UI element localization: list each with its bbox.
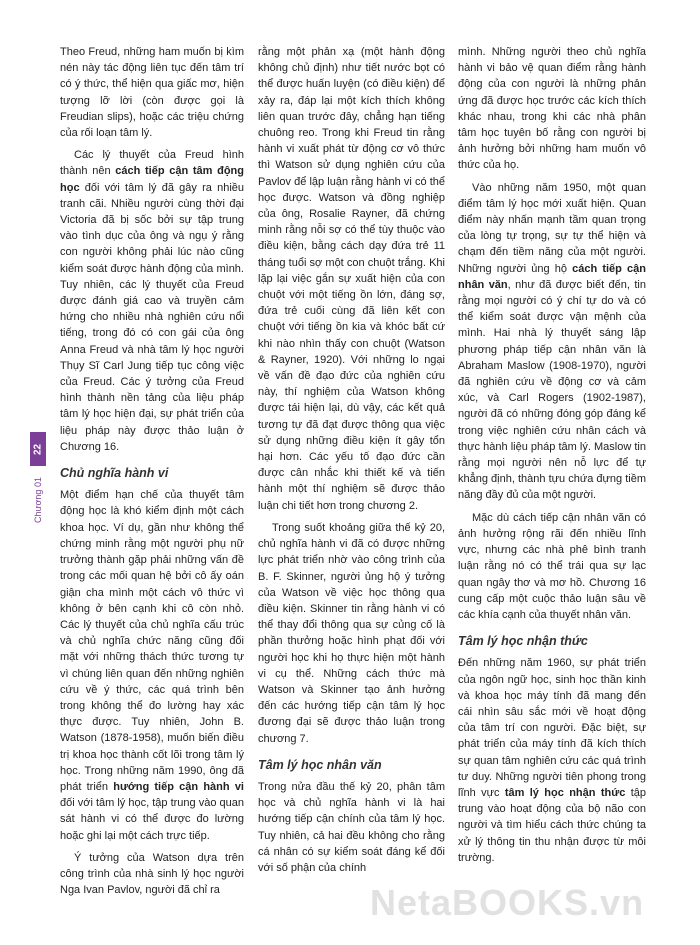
paragraph: Theo Freud, những ham muốn bị kìm nén này tác động liên tục đến tâm trí có ý thức, thể hiện qua giấc mơ, hiện tượng lỡ lời (còn được gọi là Freudian slips), hoặc các triệu chứng của rối loạn tâm lý.: [60, 46, 244, 140]
paragraph: [458, 180, 646, 504]
paragraph: Mặc dù cách tiếp cận nhân văn có ảnh hưởng rộng rãi đến nhiều lĩnh vực, nhưng các nhà phê bình tranh luận rằng nó có thể trái qua sự lạc quan ngây thơ và mơ hồ. Chương 16 cung cấp một cuộc thảo luận sâu về các khía cạnh của thuyết nhân văn.: [458, 511, 646, 621]
text-run: đối với tâm lý đã gây ra nhiều tranh cãi. Nhiều người cùng thời đại Victoria đã bị sốc bởi sự tập trung vào tình dục của ông và ngụ ý rằng con người không phải lúc nào cũng kiểm soát được hành động của mình. Tuy nhiên, các lý thuyết của Freud được đánh giá cao và truyền cảm hứng cho nhiều nhà nghiên cứu nổi tiếng, trong đó có con gái của ông Anna Freud và nhà tâm lý học người Thụy Sĩ Carl Jung tiếp tục công việc của Freud. Các ý tưởng của Freud hình thành nền tảng của liệu pháp tâm lý học hiện đại, sự phát triển của liệu pháp này được thảo luận ở Chương 16.: [60, 181, 244, 453]
column-2: [258, 44, 445, 882]
text-run: Các lý thuyết của Freud hình thành nên: [60, 149, 244, 178]
text-run: Một điểm hạn chế của thuyết tâm động học là khó kiểm định một cách khoa học. Ví dụ, gần như không thể chứng minh rằng một người phụ nữ trưởng thành gặp phải những vấn đề trong các mối quan hệ bởi cô ấy oán giận cha mình một cách vô thức vì không ở bên cạnh khi cô còn nhỏ. Các lý thuyết của chủ nghĩa cấu trúc và chủ nghĩa chức năng cũng đối mặt với những thách thức tương tự vì chúng liên quan đến những nghiên cứu về ý thức, các quá trình bên trong không thể đo lường hay xác thực được. Tuy nhiên, John B. Watson (1878-1958), muốn biến điều trị khoa học thành cốt lõi trong tâm lý học. Trong những năm 1990, ông đã phát triển: [60, 489, 244, 793]
paragraph: [60, 147, 244, 455]
text-run: tập trung vào hoạt động của bộ não con người và tìm hiểu cách thức chúng ta xử lý thông tin thu nhận được từ môi trường.: [458, 786, 646, 864]
section-heading: Tâm lý học nhân văn: [258, 757, 382, 772]
key-term: cách tiếp cận nhân văn: [458, 262, 646, 291]
paragraph: [458, 655, 646, 866]
key-term: cách tiếp cận tâm động học: [60, 165, 244, 194]
key-term: hướng tiếp cận hành vi: [113, 780, 244, 793]
key-term: tâm lý học nhận thức: [504, 786, 626, 799]
text-run: đối với tâm lý học, tập trung vào quan sát hành vi có thể được đo lường hoặc ghi lại một cách trực tiếp.: [60, 797, 244, 842]
paragraph: Trong suốt khoảng giữa thế kỷ 20, chủ nghĩa hành vi đã có được những lực phát triển nhờ vào công trình của B. F. Skinner, người ủng hộ ý tưởng của Watson về việc học thông qua điều kiện. Skinner tin rằng hành vi có thể thay đổi thông qua sự củng cố là phần thưởng hoặc hình phạt đối với người học khi họ thực hiện một hành vi cụ thể. Những cách thức mà Watson và Skinner tạo ảnh hưởng đến các hướng tiếp cận tâm lý học đương đại sẽ được thảo luận trong chương 7.: [258, 521, 445, 745]
section-heading: Tâm lý học nhận thức: [458, 634, 588, 649]
paragraph: [60, 487, 244, 843]
paragraph: Ý tưởng của Watson dựa trên công trình của nhà sinh lý học người Nga Ivan Pavlov, người đã chỉ ra: [60, 851, 244, 897]
paragraph: rằng một phản xạ (một hành động không chủ định) như tiết nước bọt có thể được huấn luyện (có điều kiện) để xảy ra, đáp lại một kích thích không liên quan trước đây, chẳng hạn tiếng chuông reo. Trong khi Freud tin rằng hành vi xuất phát từ động cơ vô thức thì Watson sử dụng nghiên cứu của Pavlov để lập luận rằng hành vi có thể học được. Watson và đồng nghiệp của ông, Rosalie Rayner, đã chứng minh rằng nỗi sợ có thể tùy thuộc vào điều kiện, bằng cách dạy đứa trẻ 11 tháng tuổi sợ một con chuột trắng. Khi lặp lại việc gắn sự xuất hiện của con chuột với một tiếng ồn lớn, đáng sợ, đứa trẻ cuối cùng đã liên kết con chuột với tiếng ồn kia và khóc bất cứ khi nào nhìn thấy con chuột (Watson & Rayner, 1920). Với những lo ngại về vấn đề đạo đức của nghiên cứu này, thí nghiệm của Watson không được tái hiện lại, dù vậy, các kết quả tương tự đã đạt được thông qua việc sử dụng những điều kiện ít gây tổn hại hơn. Các yếu tố đạo đức cần được cân nhắc khi thiết kế và tiến hành một thí nghiệm sẽ được thảo luận chi tiết hơn trong chương 2.: [258, 46, 445, 512]
text-run: Đến những năm 1960, sự phát triển của ngôn ngữ học, sinh học thần kinh và khoa học máy tính đã mang đến cái nhìn sâu sắc mới về hoạt động của tâm trí con người. Đặc biệt, sự phát triển của máy tính đã kích thích sự quan tâm nghiên cứu các quá trình tư duy. Những người tiên phong trong lĩnh vực: [458, 657, 646, 799]
page-number: 22: [32, 443, 44, 455]
text-run: Vào những năm 1950, một quan điểm tâm lý học mới xuất hiện. Quan điểm này nhấn mạnh tầm quan trọng của lòng tự trọng, sự tự thể hiện và chạm đến tiềm năng của một người. Những người ủng hộ: [458, 181, 646, 275]
column-1: [60, 44, 244, 904]
watermark-logo: NetaBOOKS.vn: [370, 882, 645, 923]
chapter-label: Chương 01: [33, 477, 43, 523]
column-3: [458, 44, 646, 872]
section-heading: Chủ nghĩa hành vi: [60, 466, 169, 481]
paragraph: mình. Những người theo chủ nghĩa hành vi bảo vệ quan điểm rằng hành động của con người là những phản ứng đã được học trước các kích thích khác nhau, trong khi các nhà phân tâm học tuyên bố rằng con người bị ảnh hưởng bởi những ham muốn vô thức của họ.: [458, 46, 646, 172]
text-run: , như đã được biết đến, tin rằng mọi người có ý chí tự do và có thể kiểm soát được vận mệnh của mình. Hai nhà lý thuyết sáng lập phương pháp tiếp cận nhân văn là Abraham Maslow (1908-1970), người đã nghiên cứu về động cơ và cảm xúc, và Carl Rogers (1902-1987), người đã có những đóng góp đáng kể trong việc nghiên cứu nhân cách và thực hành liệu pháp tâm lý. Maslow tin rằng mọi người nên nỗ lực để tự khẳng định, thành tựu chứa đựng tiềm năng đầy đủ của một người.: [458, 278, 646, 502]
paragraph: Trong nửa đầu thế kỷ 20, phân tâm học và chủ nghĩa hành vi là hai hướng tiếp cận chính của tâm lý học. Tuy nhiên, cả hai đều không cho rằng cá nhân có sự kiểm soát đáng kể đối với số phận của chính: [258, 780, 445, 874]
